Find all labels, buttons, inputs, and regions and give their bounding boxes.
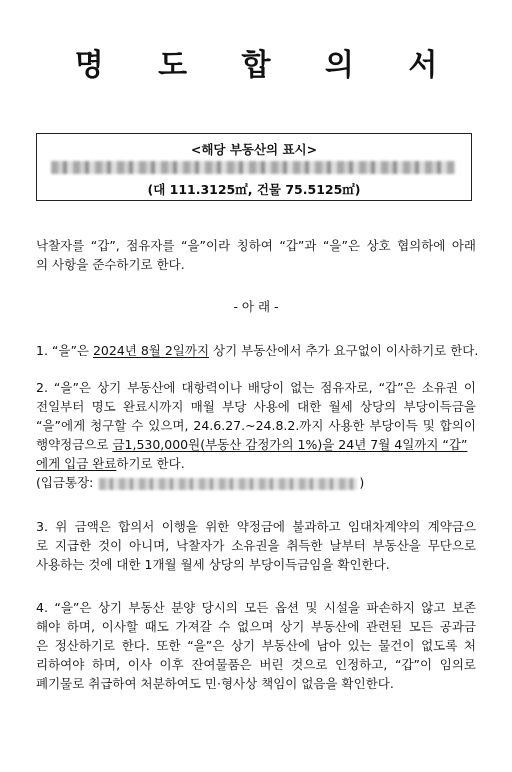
clause-1-post: 상기 부동산에서 추가 요구없이 이사하기로 한다. <box>209 343 479 358</box>
arae-heading: - 아 래 - <box>233 299 279 314</box>
clause-2-line5-post: 하기로 한다. <box>116 456 185 471</box>
clause-2-line <box>36 435 476 454</box>
account-label: (입금통장: <box>36 475 98 490</box>
intro-line: 의 사항을 준수하기로 한다. <box>36 257 185 272</box>
clause-1-deadline: 2024년 8월 2일까지 <box>92 343 210 358</box>
account-close: ) <box>359 475 365 490</box>
clause-4-line: 폐기물로 취급하여 처분하여도 민·형사상 책임이 없음을 확인한다. <box>36 676 394 691</box>
clause-1-line <box>36 341 479 360</box>
property-description-box <box>36 133 472 201</box>
clause-2-line: “을”에게 청구할 수 있으며, 24.6.27.~24.8.2.까지 사용한 부당이득 및 합의이 <box>36 418 476 433</box>
document-title: 명 도 합 의 서 <box>74 48 460 83</box>
clause-4-line: 은 정산하기로 한다. 또한 “을”은 상기 부동산에 남아 있는 물건이 없도록 처 <box>36 638 476 653</box>
clause-2-deposit-complete: 에게 입금 완료 <box>36 456 117 471</box>
clause-3-line: 3. 위 금액은 합의서 이행을 위한 약정금에 불과하고 임대차계약의 계약금으 <box>36 519 476 534</box>
clause-2-payment-terms: 금1,530,000원(부동산 감정가의 1%)을 24년 7월 4일까지 “갑” <box>112 437 468 452</box>
property-heading: <해당 부동산의 표시> <box>190 142 318 157</box>
clause-3-line: 사용하는 것에 대한 1개월 월세 상당의 부당이득금임을 확인한다. <box>36 557 390 572</box>
clause-4-line: 리하여야 하며, 이사 이후 잔여물품은 버린 것으로 인정하고, “갑”이 임의로 <box>36 657 476 672</box>
intro-line: 낙찰자를 “갑”, 점유자를 “을”이라 칭하여 “갑”과 “을”은 상호 협의하에 아래 <box>36 238 476 253</box>
clause-2-account <box>36 473 476 492</box>
clause-1-pre: 1. “을”은 <box>36 343 93 358</box>
clause-2-line: 전일부터 명도 완료시까지 매월 부당 사용에 대한 월세 상당의 부당이득금을 <box>36 399 476 414</box>
clause-2-line: 2. “을”은 상기 부동산에 대항력이나 배당이 없는 점유자로, “갑”은 소유권 이 <box>36 380 476 395</box>
clause-4-line: 4. “을”은 상기 부동산 분양 당시의 모든 옵션 및 시설을 파손하지 않고 보존 <box>36 600 476 615</box>
clause-1 <box>36 341 479 360</box>
property-area: (대 111.3125㎡, 건물 75.5125㎡) <box>147 182 361 197</box>
intro-paragraph <box>36 236 476 274</box>
redacted-account-number <box>99 478 357 490</box>
clause-4-line: 해야 하며, 이사할 때도 가져갈 수 없으며 상기 부동산에 관련된 모든 공과금 <box>36 619 476 634</box>
clause-4 <box>36 598 476 693</box>
clause-3 <box>36 517 476 574</box>
clause-3-line: 로 지급한 것이 아니며, 낙찰자가 소유권을 취득한 날부터 부동산을 무단으로 <box>36 538 476 553</box>
clause-2-line <box>36 454 476 473</box>
clause-2-line4-pre: 행약정금으로 <box>36 437 113 452</box>
clause-2 <box>36 378 476 492</box>
redacted-address <box>51 161 455 174</box>
